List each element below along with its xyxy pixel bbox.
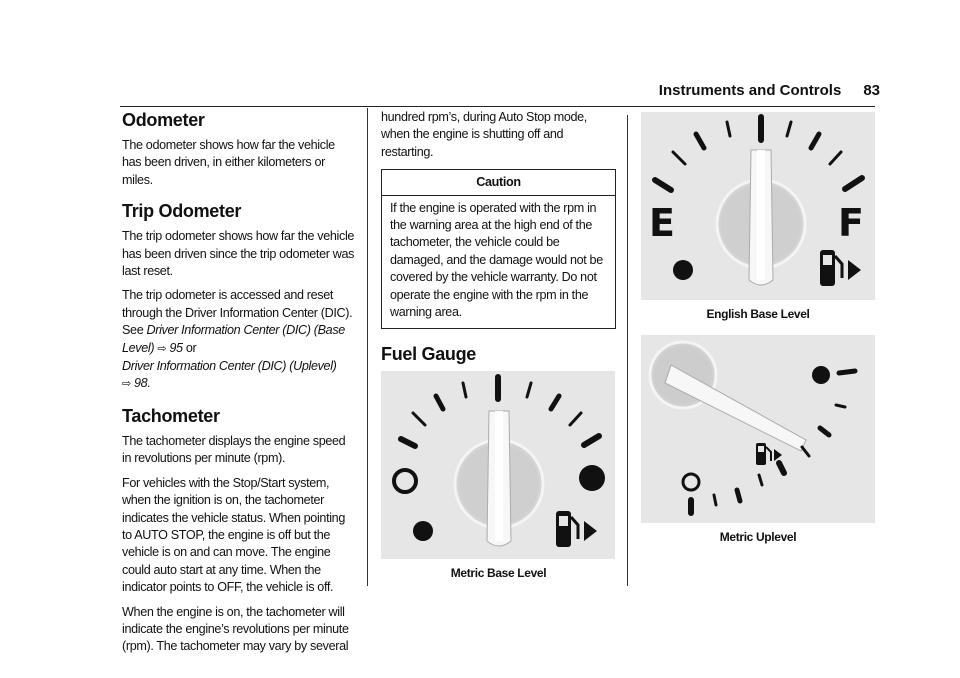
link-dic-base[interactable]: Driver Information Center (DIC) (Base Level) — [122, 323, 345, 355]
page-ref-arrow-icon: ⇨ — [157, 342, 167, 355]
tachometer-heading: Tachometer — [122, 405, 220, 426]
or-text: or — [185, 340, 197, 355]
link-dic-uplevel[interactable]: Driver Information Center (DIC) (Uplevel) — [122, 359, 337, 374]
tachometer-text-2: For vehicles with the Stop/Start system, when the ignition is on, the tachometer indicates the vehicle status. When pointing to AUTO STOP, the engine is off but the vehicle is on and can move. The engine could auto start at any time. When the indicator points to OFF, the vehicle is off. — [122, 475, 345, 595]
column-divider-2 — [627, 115, 628, 586]
column-divider-1 — [367, 108, 368, 586]
trip-odometer-heading: Trip Odometer — [122, 201, 242, 222]
odometer-heading: Odometer — [122, 110, 205, 130]
column-2 — [381, 109, 616, 583]
caution-body: If the engine is operated with the rpm in the warning area at the high end of the tachometer, the vehicle could be damaged, and the damage would not be covered by the vehicle warranty. Do not operate the engine with the rpm in the warning area. — [390, 200, 603, 320]
link-dic-base-page[interactable]: 95 — [169, 340, 183, 355]
trip-odometer-text-1: The trip odometer shows how far the vehicle has been driven since the trip odometer was last reset. — [122, 229, 355, 279]
full-label: F — [838, 201, 864, 245]
fuel-gauge-metric-base-figure — [381, 371, 615, 559]
link-dic-uplevel-page[interactable]: 98 — [134, 376, 148, 391]
fuel-gauge-heading: Fuel Gauge — [381, 344, 477, 365]
tachometer-text-3: When the engine is on, the tachometer will indicate the engine’s revolutions per minute (rpm). The tachometer may vary by several — [122, 604, 349, 654]
header-rule — [120, 106, 875, 107]
empty-label: E — [649, 201, 675, 245]
running-header — [659, 82, 880, 99]
header-section-title: Instruments and Controls — [658, 82, 842, 99]
odometer-text: The odometer shows how far the vehicle has been driven, in either kilometers or miles. — [122, 138, 335, 187]
column-3 — [641, 112, 875, 547]
trip-odometer-text-2: The trip odometer is accessed and reset through the Driver Information Center (DIC). See Driver Information Center (DIC) (Base Level) ⇨ 95 or Driver Information Center (DIC) (Uplevel) ⇨ 98. — [122, 288, 353, 391]
caution-box — [381, 169, 616, 329]
page-number: 83 — [863, 82, 880, 99]
caption-metric-base: Metric Base Level — [450, 566, 547, 581]
fuel-gauge-metric-uplevel-figure — [641, 335, 875, 523]
trip-odometer-text-2a: The trip odometer is accessed and reset through the Driver Information Center (DIC). See — [122, 288, 353, 338]
column-1 — [122, 109, 356, 663]
caution-title: Caution — [382, 170, 615, 195]
tachometer-text-3-cont: hundred rpm’s, during Auto Stop mode, when the engine is shutting off and restarting. — [381, 110, 587, 159]
fuel-gauge-english-base-figure — [641, 112, 875, 300]
caption-english-base: English Base Level — [706, 307, 810, 321]
tachometer-text-1: The tachometer displays the engine speed in revolutions per minute (rpm). — [122, 433, 346, 466]
page-ref-arrow-icon: ⇨ — [122, 378, 131, 391]
caption-metric-uplevel: Metric Uplevel — [719, 530, 797, 545]
